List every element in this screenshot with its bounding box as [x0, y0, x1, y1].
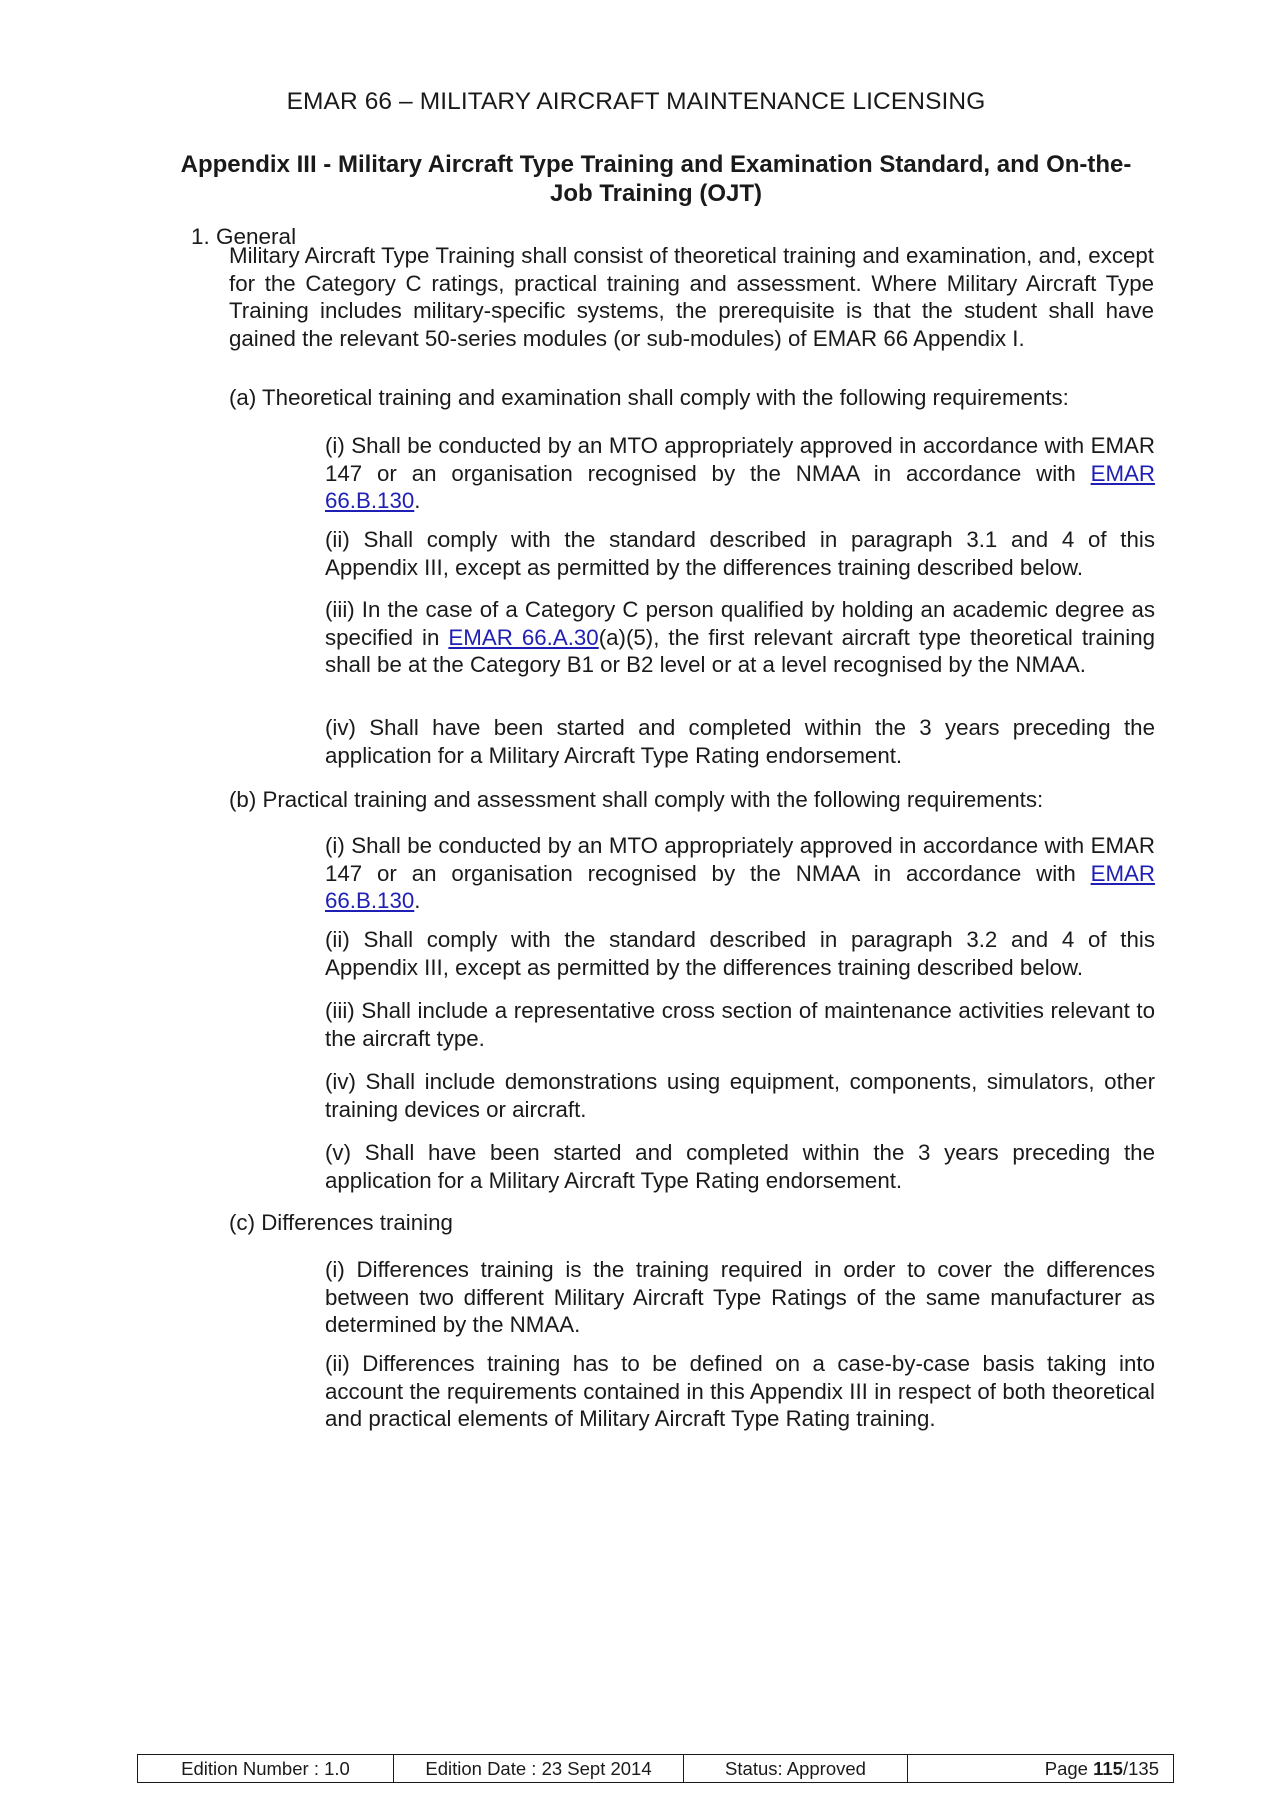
- b-item-i: (i) Shall be conducted by an MTO appropriately approved in accordance with EMAR 147 or an organisation recognised by the NMAA in accordance with EMAR 66.B.130.: [325, 833, 1155, 913]
- emar-66-b-130-link[interactable]: EMAR 66.B.130: [325, 860, 1155, 913]
- emar-66-a-30-link[interactable]: EMAR 66.A.30: [448, 624, 599, 650]
- appendix-title: Appendix III - Military Aircraft Type Training and Examination Standard, and On-the-Job Training (OJT): [180, 151, 1132, 207]
- b-item-v: (v) Shall have been started and completed within the 3 years preceding the application for a Military Aircraft Type Rating endorsement.: [325, 1140, 1155, 1193]
- b-item-iii: (iii) Shall include a representative cross section of maintenance activities relevant to the aircraft type.: [325, 998, 1155, 1051]
- footer-table: [137, 1754, 1174, 1783]
- subsection-c-heading: (c) Differences training: [229, 1210, 453, 1235]
- a-item-iii: (iii) In the case of a Category C person qualified by holding an academic degree as specified in EMAR 66.A.30(a)(5), the first relevant aircraft type theoretical training shall be at the Category B1 or B2 level or at a level recognised by the NMAA.: [325, 597, 1155, 677]
- a-item-i: (i) Shall be conducted by an MTO appropriately approved in accordance with EMAR 147 or an organisation recognised by the NMAA in accordance with EMAR 66.B.130.: [325, 433, 1155, 513]
- b-item-ii: (ii) Shall comply with the standard described in paragraph 3.2 and 4 of this Appendix III, except as permitted by the differences training described below.: [325, 927, 1155, 980]
- emar-66-b-130-link[interactable]: EMAR 66.B.130: [325, 460, 1155, 513]
- footer-edition-number: Edition Number : 1.0: [138, 1755, 394, 1782]
- footer-edition-date: Edition Date : 23 Sept 2014: [394, 1755, 684, 1782]
- document-header: EMAR 66 – MILITARY AIRCRAFT MAINTENANCE LICENSING: [286, 88, 986, 115]
- section-heading: 1. General: [191, 224, 297, 249]
- subsection-b-heading: (b) Practical training and assessment shall comply with the following requirements:: [229, 787, 1044, 812]
- c-item-ii: (ii) Differences training has to be defined on a case-by-case basis taking into account the requirements contained in this Appendix III in respect of both theoretical and practical elements of Military Aircraft Type Rating training.: [325, 1351, 1155, 1431]
- subsection-a-heading: (a) Theoretical training and examination shall comply with the following requirements:: [229, 385, 1069, 410]
- footer-page-number: Page 115 /135: [1044, 1757, 1159, 1779]
- a-item-ii: (ii) Shall comply with the standard described in paragraph 3.1 and 4 of this Appendix III, except as permitted by the differences training described below.: [325, 527, 1155, 580]
- b-item-iv: (iv) Shall include demonstrations using equipment, components, simulators, other training devices or aircraft.: [325, 1069, 1155, 1122]
- a-item-iv: (iv) Shall have been started and completed within the 3 years preceding the application for a Military Aircraft Type Rating endorsement.: [325, 715, 1155, 768]
- c-item-i: (i) Differences training is the training required in order to cover the differences between two different Military Aircraft Type Ratings of the same manufacturer as determined by the NMAA.: [325, 1257, 1155, 1337]
- footer-status: Status: Approved: [684, 1755, 908, 1782]
- intro-paragraph: Military Aircraft Type Training shall consist of theoretical training and examination, and, except for the Category C ratings, practical training and assessment. Where Military Aircraft Type Training includes military-specific systems, the prerequisite is that the student shall have gained the relevant 50-series modules (or sub-modules) of EMAR 66 Appendix I.: [229, 243, 1154, 351]
